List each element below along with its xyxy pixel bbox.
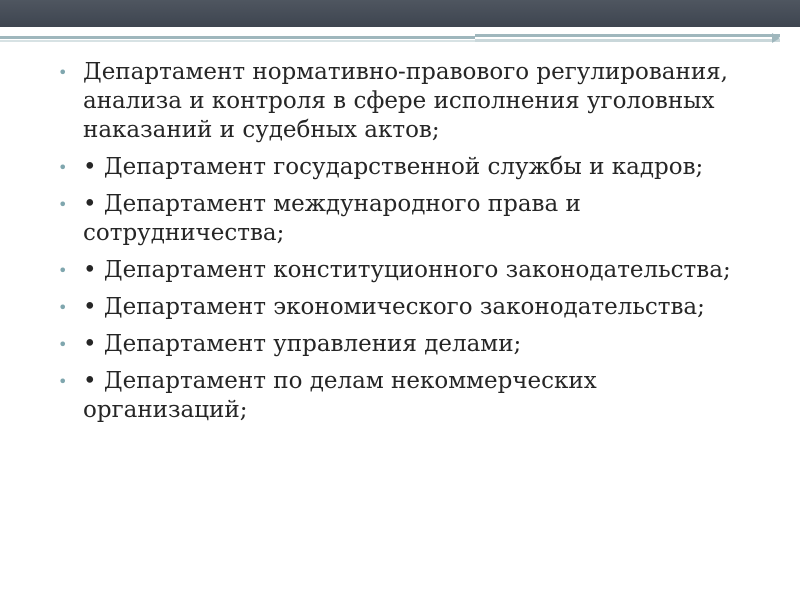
list-item xyxy=(58,153,763,182)
bullet-icon: • xyxy=(58,158,68,177)
list-item-text: • Департамент международного права и сотрудничества; xyxy=(83,191,581,246)
list-item xyxy=(58,293,763,322)
header-bar xyxy=(0,0,800,27)
list-item-text: • Департамент конституционного законодательства; xyxy=(83,257,731,283)
bullet-icon: • xyxy=(58,335,68,354)
list-item xyxy=(58,367,763,425)
bullet-icon: • xyxy=(58,63,68,82)
bullet-icon: • xyxy=(58,195,68,214)
stripe-right-bottom xyxy=(475,39,780,42)
list-item-text: Департамент нормативно-правового регулирования, анализа и контроля в сфере исполнения уголовных наказаний и судебных актов; xyxy=(83,59,728,143)
list-item-text: • Департамент государственной службы и кадров; xyxy=(83,154,704,180)
list-item xyxy=(58,58,763,145)
play-arrow-icon xyxy=(772,33,780,43)
stripe-left-bottom xyxy=(0,40,475,42)
stripe-left-top xyxy=(0,36,475,39)
list-item-text: • Департамент экономического законодательства; xyxy=(83,294,705,320)
list-item-text: • Департамент управления делами; xyxy=(83,331,522,357)
bullet-icon: • xyxy=(58,298,68,317)
bullet-icon: • xyxy=(58,261,68,280)
list-item xyxy=(58,330,763,359)
list-item-text: • Департамент по делам некоммерческих организаций; xyxy=(83,368,597,423)
bullet-icon: • xyxy=(58,372,68,391)
list-item xyxy=(58,256,763,285)
list-item xyxy=(58,190,763,248)
stripe-right-top xyxy=(475,34,780,37)
bullet-list xyxy=(58,58,763,433)
decorative-stripes xyxy=(0,33,800,43)
